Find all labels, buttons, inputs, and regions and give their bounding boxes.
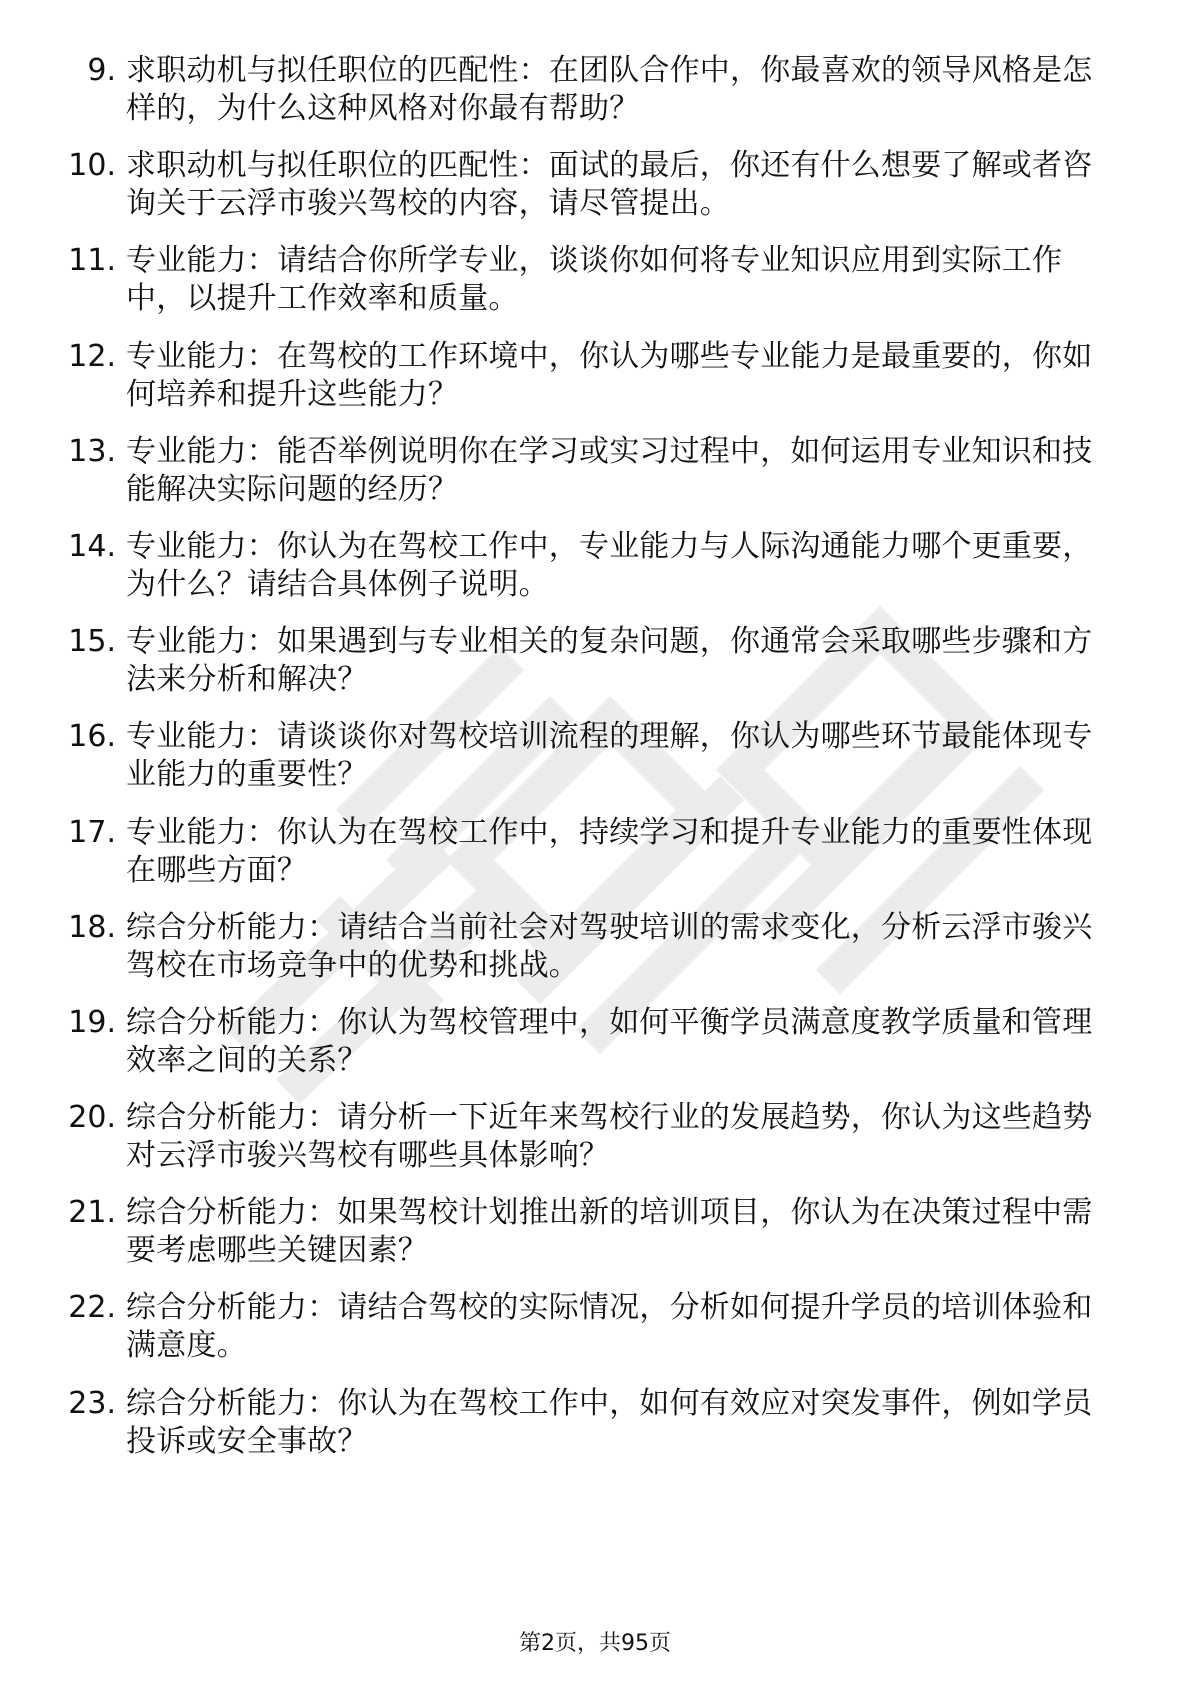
question-text: 综合分析能力：你认为驾校管理中，如何平衡学员满意度教学质量和管理效率之间的关系？ (126, 1004, 1093, 1078)
question-item-15 (58, 623, 1118, 718)
question-number: 23. (68, 1385, 116, 1421)
question-item-21 (58, 1194, 1118, 1289)
question-number: 9. (87, 53, 116, 88)
question-item-19 (58, 1004, 1118, 1099)
question-item-23 (58, 1385, 1118, 1480)
question-text: 求职动机与拟任职位的匹配性：在团队合作中，你最喜欢的领导风格是怎样的，为什么这种风格对你最有帮助？ (126, 53, 1093, 126)
question-item-9 (58, 52, 1118, 147)
question-item-11 (58, 242, 1118, 337)
question-item-10 (58, 147, 1118, 242)
question-text: 专业能力：能否举例说明你在学习或实习过程中，如何运用专业知识和技能解决实际问题的经历？ (126, 433, 1093, 507)
page-footer: 第2页，共95页 (519, 1631, 671, 1656)
question-number: 22. (68, 1290, 116, 1326)
question-number: 16. (68, 719, 116, 755)
question-number: 15. (68, 624, 116, 660)
question-text: 专业能力：在驾校的工作环境中，你认为哪些专业能力是最重要的，你如何培养和提升这些能力？ (126, 338, 1093, 412)
question-number: 14. (68, 528, 116, 564)
question-text: 综合分析能力：请结合驾校的实际情况，分析如何提升学员的培训体验和满意度。 (126, 1290, 1093, 1364)
question-item-16 (58, 718, 1118, 813)
question-list (58, 52, 1118, 1480)
question-text: 综合分析能力：你认为在驾校工作中，如何有效应对突发事件，例如学员投诉或安全事故？ (126, 1385, 1093, 1459)
question-text: 综合分析能力：如果驾校计划推出新的培训项目，你认为在决策过程中需要考虑哪些关键因素？ (126, 1195, 1093, 1269)
question-item-13 (58, 433, 1118, 528)
question-text: 综合分析能力：请结合当前社会对驾驶培训的需求变化，分析云浮市骏兴驾校在市场竞争中的优势和挑战。 (126, 909, 1093, 983)
question-number: 19. (68, 1004, 116, 1040)
question-number: 17. (68, 814, 116, 850)
question-number: 13. (68, 433, 116, 469)
question-number: 18. (68, 909, 116, 945)
question-item-14 (58, 528, 1118, 623)
question-number: 10. (68, 148, 116, 184)
question-number: 21. (68, 1195, 116, 1231)
question-text: 专业能力：你认为在驾校工作中，专业能力与人际沟通能力哪个更重要，为什么？请结合具体例子说明。 (126, 528, 1093, 602)
question-item-18 (58, 909, 1118, 1004)
question-number: 20. (68, 1100, 116, 1136)
question-item-22 (58, 1289, 1118, 1384)
question-number: 11. (68, 243, 116, 279)
question-text: 专业能力：请谈谈你对驾校培训流程的理解，你认为哪些环节最能体现专业能力的重要性？ (126, 719, 1093, 793)
question-number: 12. (68, 338, 116, 374)
question-item-12 (58, 338, 1118, 433)
question-item-20 (58, 1099, 1118, 1194)
question-text: 专业能力：请结合你所学专业，谈谈你如何将专业知识应用到实际工作中，以提升工作效率和质量。 (126, 243, 1063, 317)
question-item-17 (58, 814, 1118, 909)
question-text: 求职动机与拟任职位的匹配性：面试的最后，你还有什么想要了解或者咨询关于云浮市骏兴驾校的内容，请尽管提出。 (126, 148, 1093, 222)
question-text: 专业能力：如果遇到与专业相关的复杂问题，你通常会采取哪些步骤和方法来分析和解决？ (126, 624, 1093, 698)
question-text: 综合分析能力：请分析一下近年来驾校行业的发展趋势，你认为这些趋势对云浮市骏兴驾校有哪些具体影响？ (126, 1100, 1093, 1174)
question-text: 专业能力：你认为在驾校工作中，持续学习和提升专业能力的重要性体现在哪些方面？ (126, 814, 1093, 888)
